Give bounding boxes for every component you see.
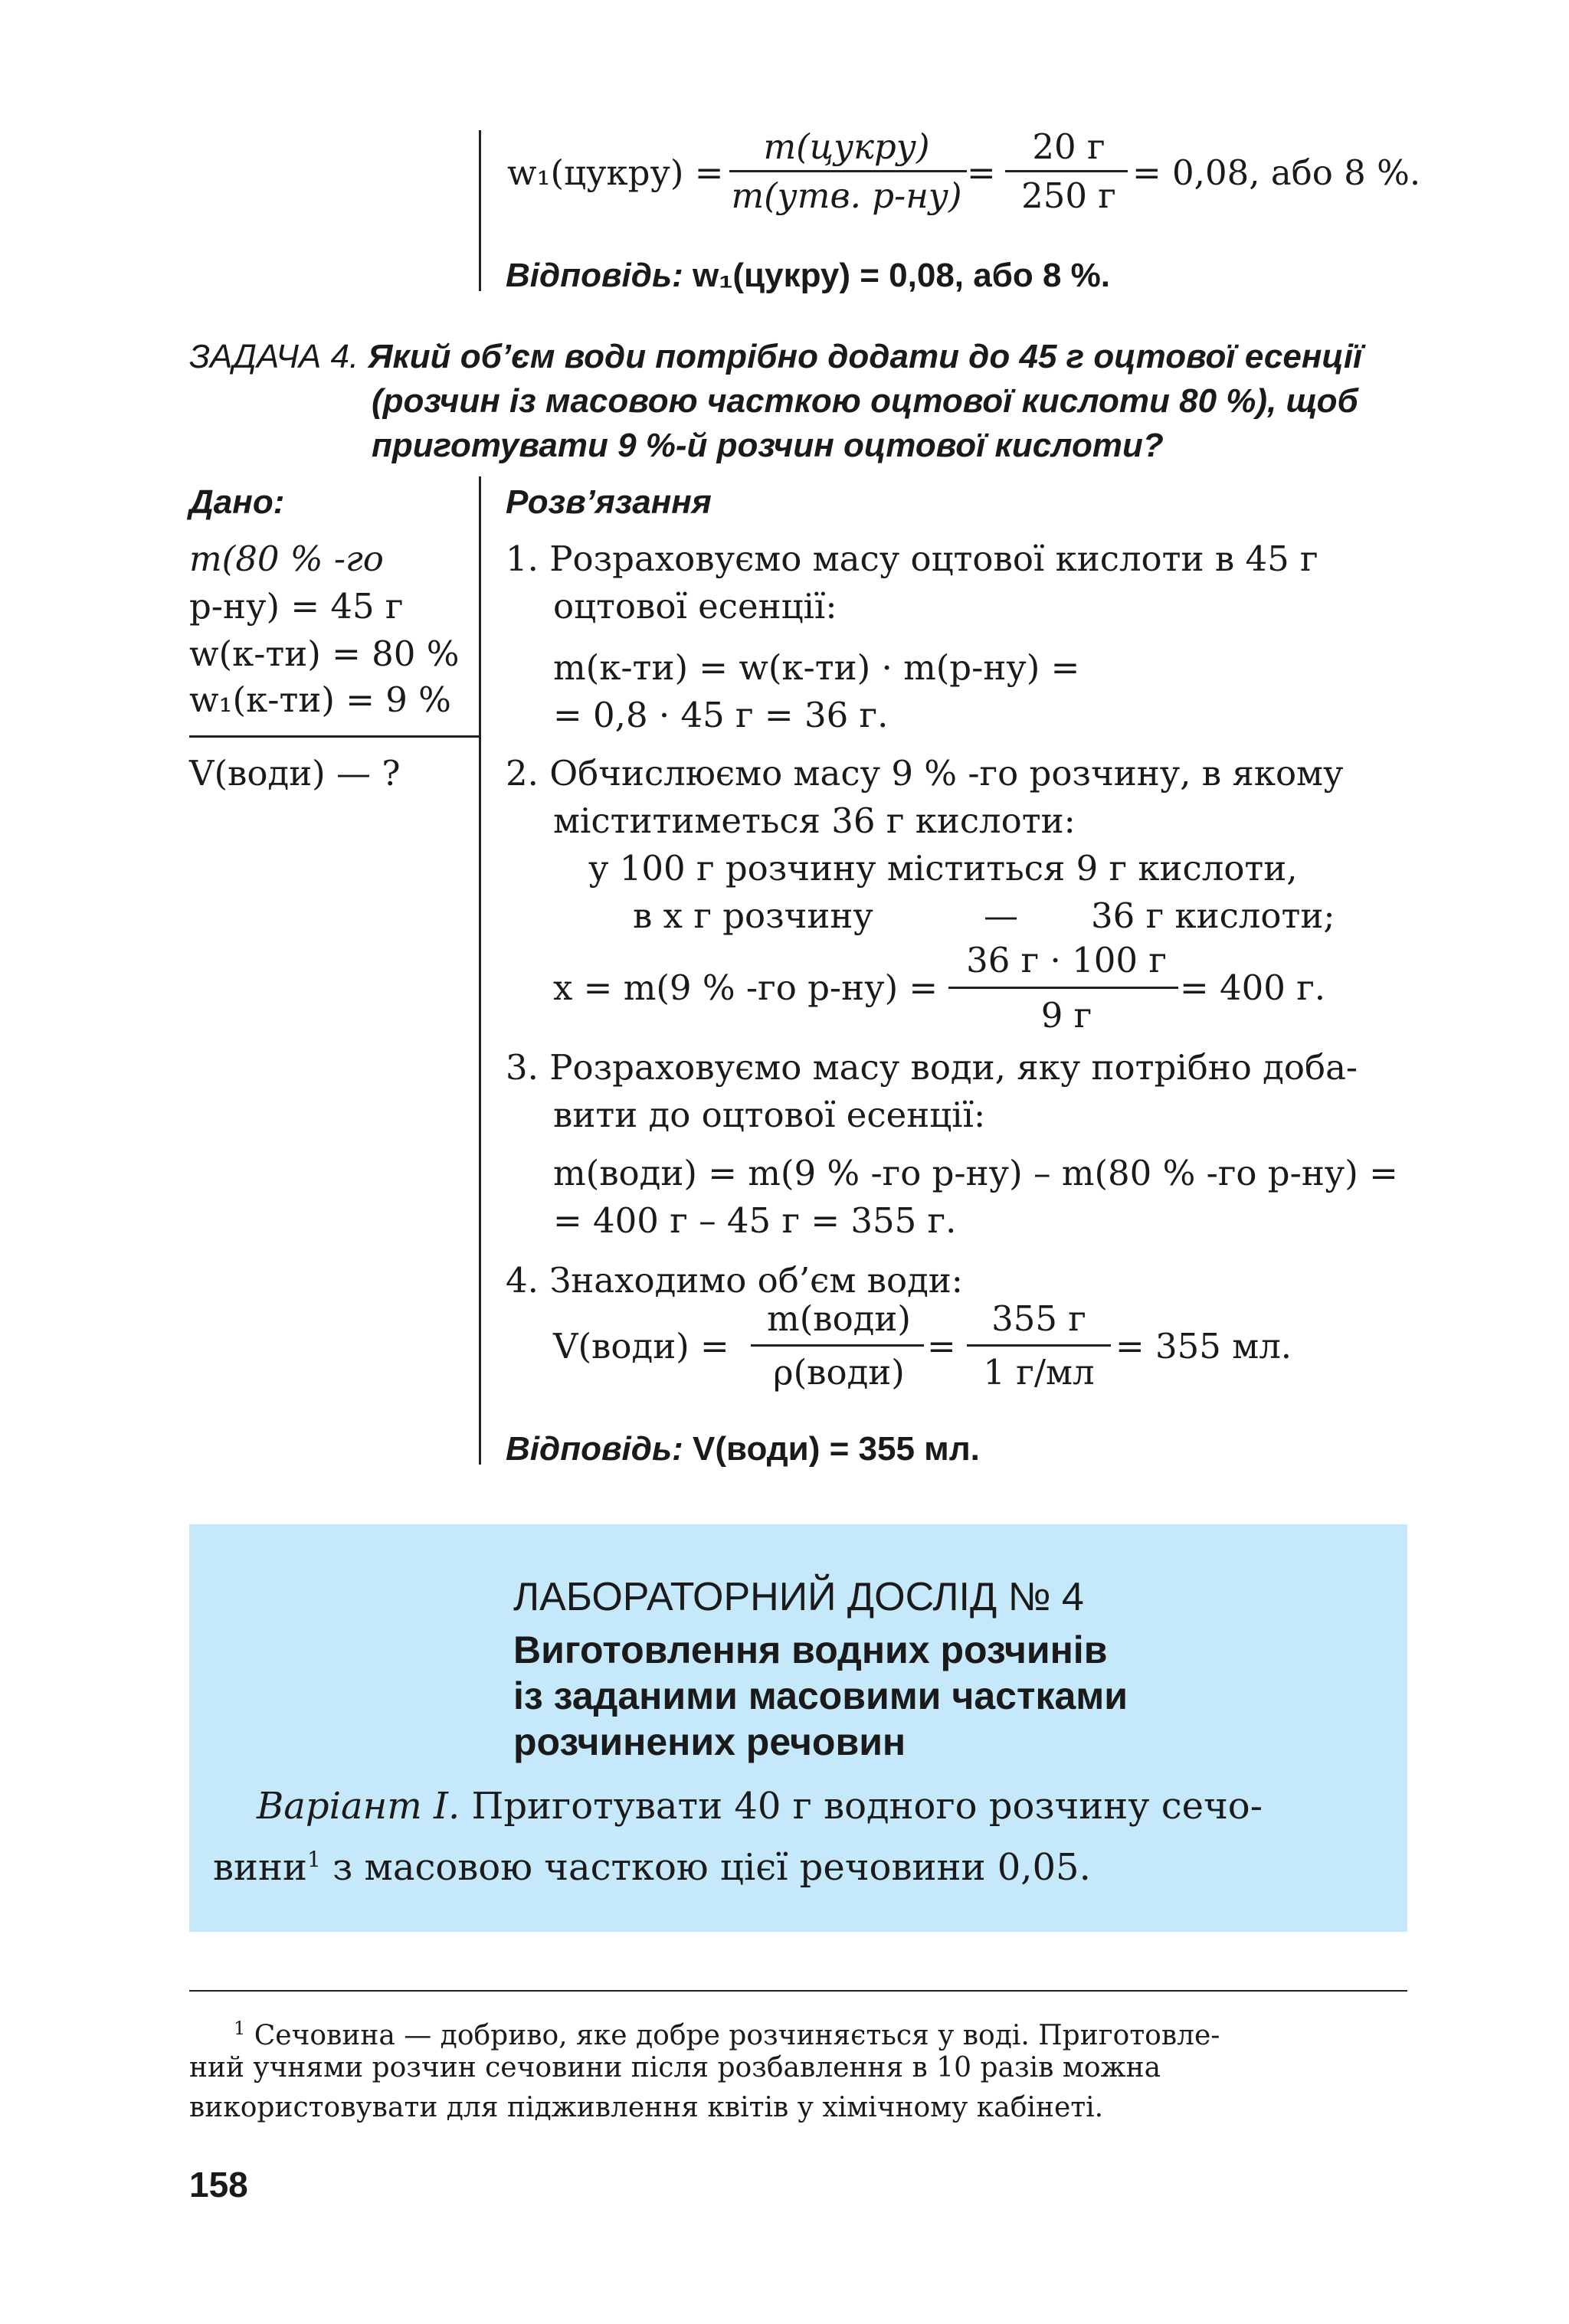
given-heading: Дано: <box>189 483 285 521</box>
given-line-4: w₁(к-ти) = 9 % <box>189 679 451 720</box>
step4-denominator-2: 1 г/мл <box>983 1352 1095 1393</box>
step4-fraction-bar-1 <box>751 1344 924 1347</box>
formula-frac2-numerator: 20 г <box>1032 126 1106 167</box>
task4-line2: (розчин із масовою часткою оцтової кислоти 80 %), щоб <box>372 382 1358 420</box>
lab-variant-line-1 <box>257 1782 1263 1831</box>
given-find: V(води) — ? <box>189 753 401 794</box>
formula-frac1-numerator: m(цукру) <box>763 126 930 167</box>
step1-line-b: оцтової есенції: <box>553 586 837 627</box>
footnote-ref[interactable]: 1 <box>307 1847 321 1872</box>
given-line-1: m(80 % -го <box>189 538 384 579</box>
answer-1-label: Відповідь: <box>506 257 683 294</box>
formula-frac1-denominator: m(утв. р-ну) <box>731 175 962 216</box>
step4-denominator-1: ρ(води) <box>773 1352 905 1393</box>
lab-variant-line-2 <box>213 1835 1091 1892</box>
answer-2-label: Відповідь: <box>506 1430 683 1468</box>
step2-line-d2: — <box>984 895 1018 936</box>
step2-line-b: міститиметься 36 г кислоти: <box>553 800 1076 841</box>
lab-title: ЛАБОРАТОРНИЙ ДОСЛІД № 4 <box>513 1575 1084 1619</box>
solution-divider-top <box>479 130 481 291</box>
step2-line-a: 2. Обчислюємо масу 9 % -го розчину, в якому <box>506 753 1344 794</box>
step4-lhs: V(води) = <box>553 1326 729 1367</box>
given-solution-divider <box>479 476 481 1465</box>
step3-formula-2: = 400 г – 45 г = 355 г. <box>553 1200 957 1241</box>
step4-line-a: 4. Знаходимо об’єм води: <box>506 1260 963 1301</box>
step2-line-c: у 100 г розчину міститься 9 г кислоти, <box>588 848 1298 889</box>
lab-subtitle-2: із заданими масовими частками <box>513 1674 1128 1717</box>
step3-line-b: вити до оцтової есенції: <box>553 1095 986 1135</box>
page-number: 158 <box>189 2165 248 2205</box>
answer-1 <box>506 254 1110 297</box>
formula-eq: = <box>967 152 996 193</box>
lab-variant-text-1: Приготувати 40 г водного розчину сечо- <box>471 1785 1263 1828</box>
lab-variant-text-2a: вини <box>213 1846 307 1889</box>
step3-line-a: 3. Розраховуємо масу води, яку потрібно доба- <box>506 1047 1358 1088</box>
step2-result: = 400 г. <box>1180 967 1326 1008</box>
step2-line-d3: 36 г кислоти; <box>1091 895 1335 936</box>
step1-formula-1: m(к-ти) = w(к-ти) · m(р-ну) = <box>553 647 1080 688</box>
task4-text-1: Який об’єм води потрібно додати до 45 г оцтової есенції <box>368 338 1363 375</box>
given-line-3: w(к-ти) = 80 % <box>189 633 460 674</box>
step4-fraction-bar-2 <box>967 1344 1111 1347</box>
footnote-rule <box>189 1990 1407 1992</box>
given-find-divider <box>189 735 480 738</box>
step3-formula-1: m(води) = m(9 % -го р-ну) – m(80 % -го р-ну) = <box>553 1153 1398 1193</box>
step2-line-d1: в x г розчину <box>633 895 873 936</box>
step2-fraction-bar <box>948 987 1178 989</box>
step4-numerator-1: m(води) <box>767 1298 911 1339</box>
step2-numerator: 36 г · 100 г <box>966 940 1167 980</box>
footnote-line-3: використовувати для підживлення квітів у хімічному кабінеті. <box>189 2092 1104 2123</box>
step2-denominator: 9 г <box>1040 995 1092 1036</box>
answer-2 <box>506 1428 980 1471</box>
task4-line1 <box>189 336 1362 378</box>
given-line-2: р-ну) = 45 г <box>189 586 404 627</box>
formula-frac1-bar <box>729 170 967 172</box>
step4-eq: = <box>927 1326 956 1367</box>
answer-2-text: V(води) = 355 мл. <box>692 1430 980 1468</box>
footnote-mark: 1 <box>234 2018 246 2039</box>
step4-numerator-2: 355 г <box>991 1298 1086 1339</box>
solution-heading: Розв’язання <box>506 483 712 521</box>
formula-lhs: w₁(цукру) = <box>507 152 724 193</box>
lab-variant-label: Варіант I. <box>257 1785 460 1828</box>
footnote-line-2: ний учнями розчин сечовини після розбавлення в 10 разів можна <box>189 2052 1161 2083</box>
lab-subtitle-1: Виготовлення водних розчинів <box>513 1628 1108 1671</box>
step4-result: = 355 мл. <box>1115 1326 1292 1367</box>
footnote-text-1: Сечовина — добриво, яке добре розчиняється у воді. Приготовле- <box>254 2020 1220 2051</box>
lab-subtitle-3: розчинених речовин <box>513 1720 906 1763</box>
step1-formula-2: = 0,8 · 45 г = 36 г. <box>553 695 889 735</box>
answer-1-text: w₁(цукру) = 0,08, або 8 %. <box>692 257 1111 294</box>
task4-label: ЗАДАЧА 4. <box>189 338 359 375</box>
formula-frac2-bar <box>1005 170 1128 172</box>
step1-line-a: 1. Розраховуємо масу оцтової кислоти в 45 г <box>506 538 1318 579</box>
step2-formula-lhs: x = m(9 % -го р-ну) = <box>553 967 938 1008</box>
formula-result: = 0,08, або 8 %. <box>1132 152 1421 193</box>
lab-variant-text-2b: з масовою часткою цієї речовини 0,05. <box>332 1846 1091 1889</box>
formula-frac2-denominator: 250 г <box>1021 175 1116 216</box>
task4-line3: приготувати 9 %-й розчин оцтової кислоти? <box>372 427 1164 464</box>
